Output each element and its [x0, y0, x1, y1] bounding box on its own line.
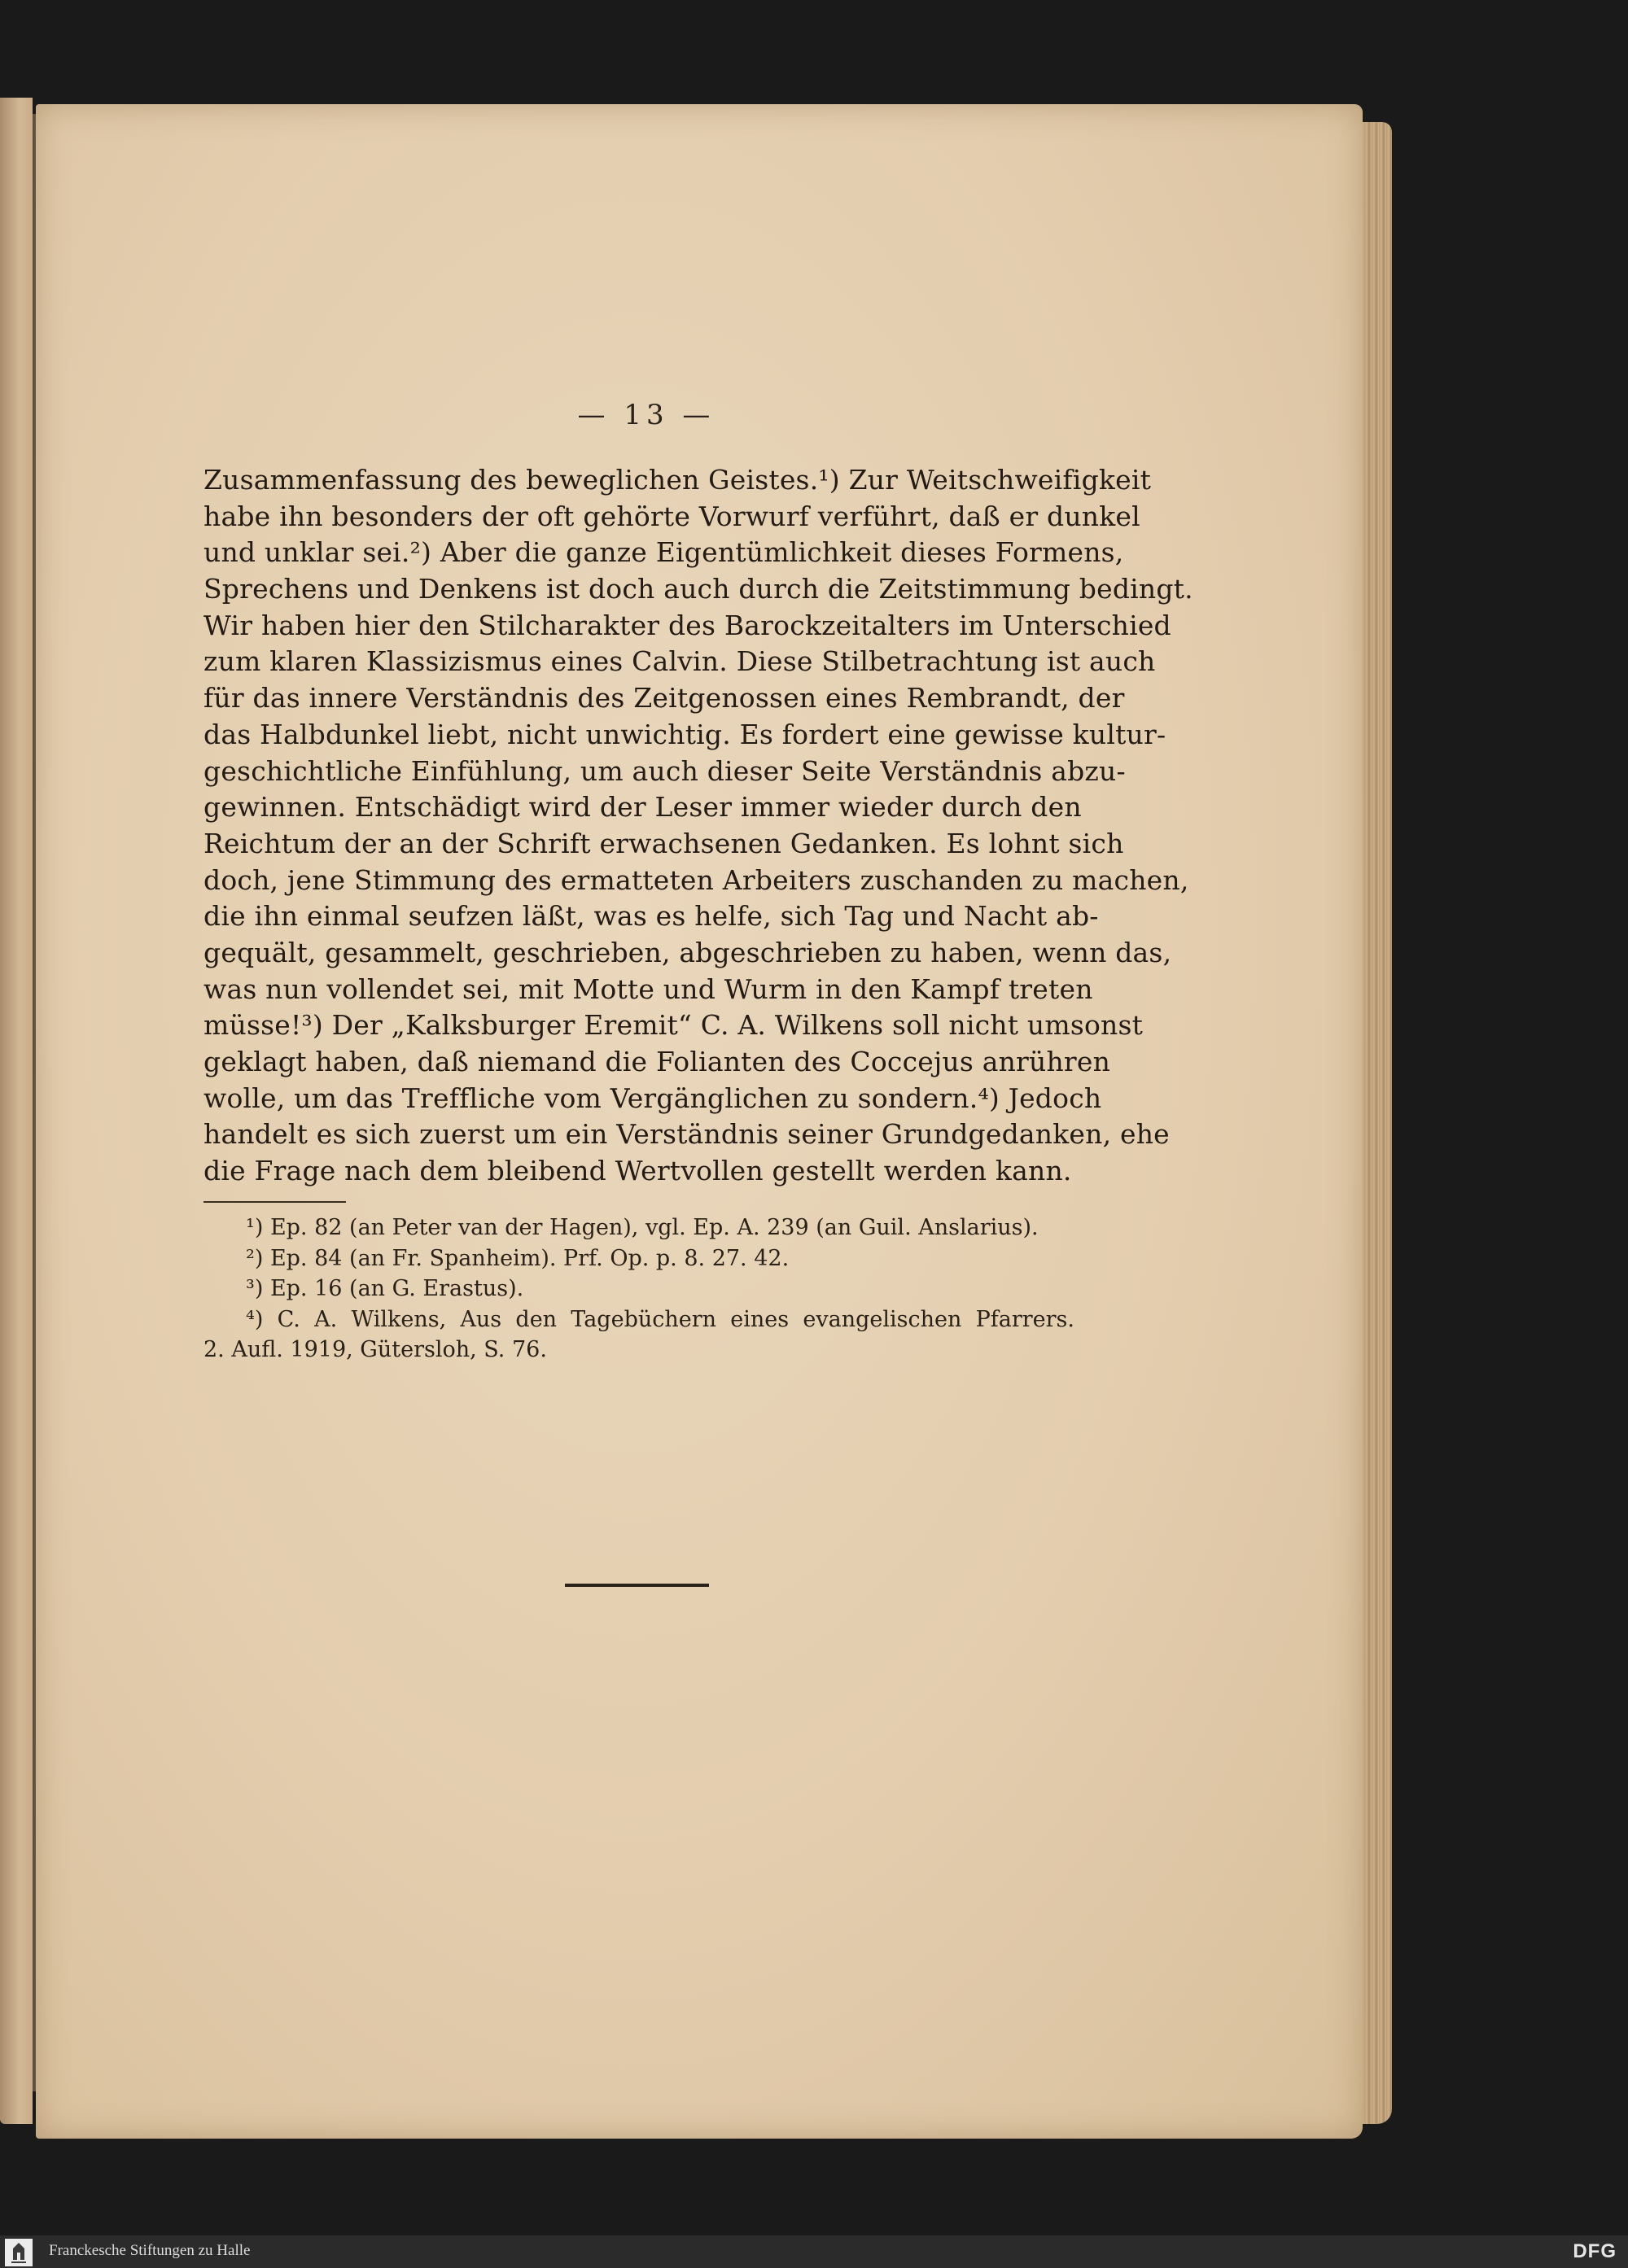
- text-line: Zusammenfassung des beweglichen Geistes.¹) Zur Weitschweifigkeit: [204, 464, 1152, 496]
- chapter-end-rule: [565, 1584, 709, 1587]
- body-text: [204, 462, 1193, 1190]
- dfg-badge: DFG: [1573, 2240, 1617, 2262]
- text-line: doch, jene Stimmung des ermatteten Arbeiters zuschanden zu machen,: [204, 863, 1189, 896]
- footnote: ²) Ep. 84 (an Fr. Spanheim). Prf. Op. p. 8. 27. 42.: [246, 1245, 790, 1271]
- text-line: Reichtum der an der Schrift erwachsenen Gedanken. Es lohnt sich: [204, 827, 1124, 859]
- text-line: geklagt haben, daß niemand die Folianten des Coccejus anrühren: [204, 1046, 1111, 1077]
- viewer-footer: [0, 2235, 1628, 2268]
- text-line: wolle, um das Treffliche vom Vergänglichen zu sondern.⁴) Jedoch: [204, 1082, 1102, 1114]
- footnote-separator: [204, 1201, 346, 1203]
- institution-name: Franckesche Stiftungen zu Halle: [49, 2242, 251, 2259]
- footnote-continuation: 2. Aufl. 1919, Gütersloh, S. 76.: [204, 1337, 547, 1362]
- institution-logo-icon: [5, 2239, 33, 2266]
- text-line: zum klaren Klassizismus eines Calvin. Diese Stilbetrachtung ist auch: [204, 645, 1156, 678]
- text-line: geschichtliche Einfühlung, um auch dieser Seite Verständnis abzu-: [204, 754, 1126, 787]
- text-line: die ihn einmal seufzen läßt, was es helfe, sich Tag und Nacht ab-: [204, 900, 1099, 933]
- text-line: müsse!³) Der „Kalksburger Eremit“ C. A. Wilkens soll nicht umsonst: [204, 1009, 1144, 1042]
- footnote: ¹) Ep. 82 (an Peter van der Hagen), vgl. Ep. A. 239 (an Guil. Anslarius).: [246, 1215, 1039, 1240]
- text-line: habe ihn besonders der oft gehörte Vorwurf verführt, daß er dunkel: [204, 500, 1140, 532]
- text-line: das Halbdunkel liebt, nicht unwichtig. Es fordert eine gewisse kultur-: [204, 718, 1166, 750]
- footnotes: [204, 1213, 1074, 1366]
- text-line: und unklar sei.²) Aber die ganze Eigentümlichkeit dieses Formens,: [204, 536, 1124, 569]
- text-line: Sprechens und Denkens ist doch auch durch die Zeitstimmung bedingt.: [204, 573, 1193, 605]
- facing-page-edge: [0, 98, 33, 2124]
- text-line: was nun vollendet sei, mit Motte und Wurm in den Kampf treten: [204, 972, 1093, 1005]
- text-line: für das innere Verständnis des Zeitgenossen eines Rembrandt, der: [204, 682, 1125, 714]
- page-number: — 13 —: [577, 399, 716, 431]
- text-line: gequält, gesammelt, geschrieben, abgeschrieben zu haben, wenn das,: [204, 936, 1172, 968]
- text-line: gewinnen. Entschädigt wird der Leser immer wieder durch den: [204, 791, 1082, 824]
- footnote: ³) Ep. 16 (an G. Erastus).: [246, 1276, 524, 1301]
- footnote: ⁴) C. A. Wilkens, Aus den Tagebüchern eines evangelischen Pfarrers.: [246, 1306, 1074, 1332]
- text-line: Wir haben hier den Stilcharakter des Barockzeitalters im Unterschied: [204, 609, 1171, 641]
- text-line: handelt es sich zuerst um ein Verständnis seiner Grundgedanken, ehe: [204, 1118, 1170, 1151]
- book-page: [36, 104, 1363, 2139]
- text-line: die Frage nach dem bleibend Wertvollen gestellt werden kann.: [204, 1155, 1072, 1187]
